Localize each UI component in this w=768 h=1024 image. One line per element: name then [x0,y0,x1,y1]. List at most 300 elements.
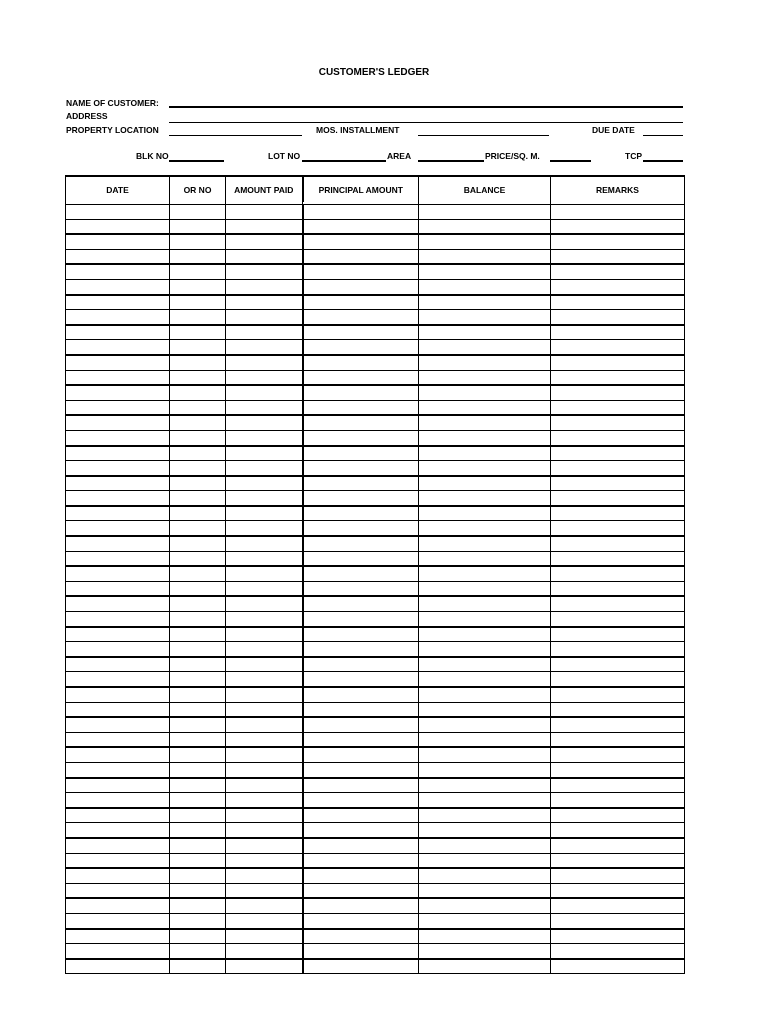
date-cell[interactable] [66,566,170,581]
blk-no-field[interactable] [169,160,224,162]
date-cell[interactable] [66,612,170,627]
amount-paid-cell[interactable] [226,747,303,762]
remarks-cell[interactable] [551,823,685,838]
principal-amount-cell[interactable] [303,295,419,310]
amount-paid-cell[interactable] [226,853,303,868]
balance-cell[interactable] [419,913,551,928]
date-cell[interactable] [66,506,170,521]
principal-amount-cell[interactable] [303,521,419,536]
date-cell[interactable] [66,249,170,264]
balance-cell[interactable] [419,551,551,566]
or-no-cell[interactable] [170,687,226,702]
remarks-cell[interactable] [551,521,685,536]
balance-cell[interactable] [419,868,551,883]
balance-cell[interactable] [419,385,551,400]
balance-cell[interactable] [419,279,551,294]
date-cell[interactable] [66,264,170,279]
principal-amount-cell[interactable] [303,642,419,657]
principal-amount-cell[interactable] [303,762,419,777]
balance-cell[interactable] [419,898,551,913]
tcp-field[interactable] [643,160,683,162]
or-no-cell[interactable] [170,581,226,596]
amount-paid-cell[interactable] [226,355,303,370]
remarks-cell[interactable] [551,642,685,657]
amount-paid-cell[interactable] [226,566,303,581]
amount-paid-cell[interactable] [226,657,303,672]
amount-paid-cell[interactable] [226,596,303,611]
balance-cell[interactable] [419,566,551,581]
principal-amount-cell[interactable] [303,340,419,355]
amount-paid-cell[interactable] [226,264,303,279]
or-no-cell[interactable] [170,627,226,642]
balance-cell[interactable] [419,793,551,808]
principal-amount-cell[interactable] [303,430,419,445]
or-no-cell[interactable] [170,430,226,445]
remarks-cell[interactable] [551,898,685,913]
remarks-cell[interactable] [551,430,685,445]
amount-paid-cell[interactable] [226,370,303,385]
balance-cell[interactable] [419,702,551,717]
amount-paid-cell[interactable] [226,808,303,823]
principal-amount-cell[interactable] [303,959,419,974]
balance-cell[interactable] [419,929,551,944]
date-cell[interactable] [66,732,170,747]
date-cell[interactable] [66,385,170,400]
date-cell[interactable] [66,929,170,944]
amount-paid-cell[interactable] [226,340,303,355]
principal-amount-cell[interactable] [303,913,419,928]
or-no-cell[interactable] [170,913,226,928]
date-cell[interactable] [66,868,170,883]
remarks-cell[interactable] [551,249,685,264]
date-cell[interactable] [66,551,170,566]
balance-cell[interactable] [419,370,551,385]
amount-paid-cell[interactable] [226,234,303,249]
or-no-cell[interactable] [170,415,226,430]
or-no-cell[interactable] [170,778,226,793]
date-cell[interactable] [66,219,170,234]
amount-paid-cell[interactable] [226,536,303,551]
or-no-cell[interactable] [170,732,226,747]
or-no-cell[interactable] [170,612,226,627]
date-cell[interactable] [66,279,170,294]
principal-amount-cell[interactable] [303,325,419,340]
date-cell[interactable] [66,657,170,672]
or-no-cell[interactable] [170,355,226,370]
date-cell[interactable] [66,823,170,838]
amount-paid-cell[interactable] [226,400,303,415]
remarks-cell[interactable] [551,264,685,279]
or-no-cell[interactable] [170,883,226,898]
balance-cell[interactable] [419,853,551,868]
or-no-cell[interactable] [170,234,226,249]
remarks-cell[interactable] [551,808,685,823]
balance-cell[interactable] [419,778,551,793]
date-cell[interactable] [66,838,170,853]
amount-paid-cell[interactable] [226,672,303,687]
or-no-cell[interactable] [170,491,226,506]
balance-cell[interactable] [419,205,551,220]
amount-paid-cell[interactable] [226,249,303,264]
principal-amount-cell[interactable] [303,823,419,838]
date-cell[interactable] [66,793,170,808]
remarks-cell[interactable] [551,491,685,506]
amount-paid-cell[interactable] [226,325,303,340]
principal-amount-cell[interactable] [303,732,419,747]
remarks-cell[interactable] [551,385,685,400]
amount-paid-cell[interactable] [226,506,303,521]
price-sq-m-field[interactable] [550,160,591,162]
or-no-cell[interactable] [170,672,226,687]
or-no-cell[interactable] [170,793,226,808]
date-cell[interactable] [66,581,170,596]
or-no-cell[interactable] [170,219,226,234]
remarks-cell[interactable] [551,944,685,959]
principal-amount-cell[interactable] [303,310,419,325]
amount-paid-cell[interactable] [226,385,303,400]
balance-cell[interactable] [419,476,551,491]
principal-amount-cell[interactable] [303,385,419,400]
amount-paid-cell[interactable] [226,279,303,294]
principal-amount-cell[interactable] [303,219,419,234]
date-cell[interactable] [66,325,170,340]
principal-amount-cell[interactable] [303,627,419,642]
date-cell[interactable] [66,596,170,611]
principal-amount-cell[interactable] [303,234,419,249]
principal-amount-cell[interactable] [303,551,419,566]
amount-paid-cell[interactable] [226,219,303,234]
address-field[interactable] [169,122,683,123]
balance-cell[interactable] [419,219,551,234]
amount-paid-cell[interactable] [226,581,303,596]
principal-amount-cell[interactable] [303,446,419,461]
principal-amount-cell[interactable] [303,536,419,551]
principal-amount-cell[interactable] [303,808,419,823]
remarks-cell[interactable] [551,506,685,521]
balance-cell[interactable] [419,400,551,415]
principal-amount-cell[interactable] [303,687,419,702]
remarks-cell[interactable] [551,596,685,611]
remarks-cell[interactable] [551,279,685,294]
remarks-cell[interactable] [551,747,685,762]
principal-amount-cell[interactable] [303,657,419,672]
remarks-cell[interactable] [551,762,685,777]
principal-amount-cell[interactable] [303,612,419,627]
or-no-cell[interactable] [170,461,226,476]
date-cell[interactable] [66,415,170,430]
amount-paid-cell[interactable] [226,612,303,627]
date-cell[interactable] [66,430,170,445]
remarks-cell[interactable] [551,959,685,974]
balance-cell[interactable] [419,717,551,732]
date-cell[interactable] [66,687,170,702]
principal-amount-cell[interactable] [303,868,419,883]
principal-amount-cell[interactable] [303,898,419,913]
date-cell[interactable] [66,461,170,476]
balance-cell[interactable] [419,672,551,687]
or-no-cell[interactable] [170,853,226,868]
balance-cell[interactable] [419,581,551,596]
balance-cell[interactable] [419,430,551,445]
principal-amount-cell[interactable] [303,506,419,521]
date-cell[interactable] [66,370,170,385]
date-cell[interactable] [66,898,170,913]
or-no-cell[interactable] [170,400,226,415]
or-no-cell[interactable] [170,551,226,566]
principal-amount-cell[interactable] [303,400,419,415]
or-no-cell[interactable] [170,205,226,220]
remarks-cell[interactable] [551,446,685,461]
amount-paid-cell[interactable] [226,944,303,959]
amount-paid-cell[interactable] [226,461,303,476]
balance-cell[interactable] [419,325,551,340]
due-date-field[interactable] [643,135,683,136]
area-field[interactable] [418,160,484,162]
or-no-cell[interactable] [170,823,226,838]
remarks-cell[interactable] [551,461,685,476]
date-cell[interactable] [66,234,170,249]
remarks-cell[interactable] [551,793,685,808]
or-no-cell[interactable] [170,838,226,853]
principal-amount-cell[interactable] [303,355,419,370]
remarks-cell[interactable] [551,717,685,732]
or-no-cell[interactable] [170,929,226,944]
date-cell[interactable] [66,446,170,461]
remarks-cell[interactable] [551,566,685,581]
date-cell[interactable] [66,295,170,310]
balance-cell[interactable] [419,687,551,702]
principal-amount-cell[interactable] [303,415,419,430]
mos-installment-field[interactable] [418,135,549,136]
date-cell[interactable] [66,702,170,717]
remarks-cell[interactable] [551,205,685,220]
amount-paid-cell[interactable] [226,823,303,838]
remarks-cell[interactable] [551,657,685,672]
date-cell[interactable] [66,400,170,415]
amount-paid-cell[interactable] [226,913,303,928]
date-cell[interactable] [66,642,170,657]
principal-amount-cell[interactable] [303,279,419,294]
remarks-cell[interactable] [551,581,685,596]
amount-paid-cell[interactable] [226,295,303,310]
or-no-cell[interactable] [170,702,226,717]
principal-amount-cell[interactable] [303,249,419,264]
balance-cell[interactable] [419,446,551,461]
or-no-cell[interactable] [170,264,226,279]
balance-cell[interactable] [419,657,551,672]
amount-paid-cell[interactable] [226,627,303,642]
amount-paid-cell[interactable] [226,446,303,461]
remarks-cell[interactable] [551,913,685,928]
balance-cell[interactable] [419,823,551,838]
remarks-cell[interactable] [551,853,685,868]
principal-amount-cell[interactable] [303,793,419,808]
principal-amount-cell[interactable] [303,672,419,687]
balance-cell[interactable] [419,627,551,642]
balance-cell[interactable] [419,883,551,898]
or-no-cell[interactable] [170,385,226,400]
date-cell[interactable] [66,205,170,220]
date-cell[interactable] [66,491,170,506]
date-cell[interactable] [66,747,170,762]
amount-paid-cell[interactable] [226,642,303,657]
balance-cell[interactable] [419,295,551,310]
amount-paid-cell[interactable] [226,732,303,747]
amount-paid-cell[interactable] [226,491,303,506]
principal-amount-cell[interactable] [303,581,419,596]
principal-amount-cell[interactable] [303,596,419,611]
or-no-cell[interactable] [170,325,226,340]
principal-amount-cell[interactable] [303,883,419,898]
or-no-cell[interactable] [170,762,226,777]
date-cell[interactable] [66,476,170,491]
balance-cell[interactable] [419,536,551,551]
or-no-cell[interactable] [170,295,226,310]
or-no-cell[interactable] [170,446,226,461]
amount-paid-cell[interactable] [226,762,303,777]
balance-cell[interactable] [419,355,551,370]
remarks-cell[interactable] [551,295,685,310]
remarks-cell[interactable] [551,400,685,415]
date-cell[interactable] [66,944,170,959]
property-location-field[interactable] [169,135,302,136]
date-cell[interactable] [66,717,170,732]
amount-paid-cell[interactable] [226,551,303,566]
amount-paid-cell[interactable] [226,476,303,491]
date-cell[interactable] [66,762,170,777]
amount-paid-cell[interactable] [226,959,303,974]
remarks-cell[interactable] [551,536,685,551]
date-cell[interactable] [66,883,170,898]
principal-amount-cell[interactable] [303,929,419,944]
balance-cell[interactable] [419,506,551,521]
or-no-cell[interactable] [170,596,226,611]
or-no-cell[interactable] [170,959,226,974]
remarks-cell[interactable] [551,340,685,355]
remarks-cell[interactable] [551,325,685,340]
balance-cell[interactable] [419,642,551,657]
remarks-cell[interactable] [551,355,685,370]
remarks-cell[interactable] [551,868,685,883]
date-cell[interactable] [66,521,170,536]
principal-amount-cell[interactable] [303,491,419,506]
or-no-cell[interactable] [170,717,226,732]
date-cell[interactable] [66,355,170,370]
date-cell[interactable] [66,340,170,355]
amount-paid-cell[interactable] [226,929,303,944]
amount-paid-cell[interactable] [226,205,303,220]
remarks-cell[interactable] [551,778,685,793]
balance-cell[interactable] [419,461,551,476]
or-no-cell[interactable] [170,279,226,294]
principal-amount-cell[interactable] [303,566,419,581]
principal-amount-cell[interactable] [303,944,419,959]
principal-amount-cell[interactable] [303,717,419,732]
remarks-cell[interactable] [551,732,685,747]
or-no-cell[interactable] [170,566,226,581]
remarks-cell[interactable] [551,702,685,717]
balance-cell[interactable] [419,310,551,325]
date-cell[interactable] [66,672,170,687]
date-cell[interactable] [66,959,170,974]
date-cell[interactable] [66,536,170,551]
date-cell[interactable] [66,808,170,823]
balance-cell[interactable] [419,762,551,777]
balance-cell[interactable] [419,732,551,747]
remarks-cell[interactable] [551,612,685,627]
balance-cell[interactable] [419,808,551,823]
balance-cell[interactable] [419,521,551,536]
principal-amount-cell[interactable] [303,702,419,717]
amount-paid-cell[interactable] [226,898,303,913]
balance-cell[interactable] [419,612,551,627]
amount-paid-cell[interactable] [226,415,303,430]
date-cell[interactable] [66,853,170,868]
principal-amount-cell[interactable] [303,853,419,868]
remarks-cell[interactable] [551,551,685,566]
or-no-cell[interactable] [170,506,226,521]
remarks-cell[interactable] [551,883,685,898]
remarks-cell[interactable] [551,929,685,944]
principal-amount-cell[interactable] [303,264,419,279]
balance-cell[interactable] [419,747,551,762]
or-no-cell[interactable] [170,476,226,491]
date-cell[interactable] [66,627,170,642]
principal-amount-cell[interactable] [303,370,419,385]
amount-paid-cell[interactable] [226,778,303,793]
remarks-cell[interactable] [551,627,685,642]
principal-amount-cell[interactable] [303,838,419,853]
amount-paid-cell[interactable] [226,687,303,702]
or-no-cell[interactable] [170,536,226,551]
principal-amount-cell[interactable] [303,205,419,220]
principal-amount-cell[interactable] [303,778,419,793]
date-cell[interactable] [66,778,170,793]
or-no-cell[interactable] [170,868,226,883]
amount-paid-cell[interactable] [226,868,303,883]
amount-paid-cell[interactable] [226,838,303,853]
balance-cell[interactable] [419,944,551,959]
balance-cell[interactable] [419,491,551,506]
remarks-cell[interactable] [551,415,685,430]
principal-amount-cell[interactable] [303,747,419,762]
or-no-cell[interactable] [170,521,226,536]
principal-amount-cell[interactable] [303,476,419,491]
or-no-cell[interactable] [170,642,226,657]
remarks-cell[interactable] [551,310,685,325]
amount-paid-cell[interactable] [226,717,303,732]
or-no-cell[interactable] [170,944,226,959]
balance-cell[interactable] [419,838,551,853]
remarks-cell[interactable] [551,687,685,702]
balance-cell[interactable] [419,959,551,974]
or-no-cell[interactable] [170,808,226,823]
remarks-cell[interactable] [551,476,685,491]
lot-no-field[interactable] [302,160,386,162]
balance-cell[interactable] [419,596,551,611]
remarks-cell[interactable] [551,219,685,234]
amount-paid-cell[interactable] [226,793,303,808]
remarks-cell[interactable] [551,370,685,385]
balance-cell[interactable] [419,340,551,355]
or-no-cell[interactable] [170,898,226,913]
or-no-cell[interactable] [170,340,226,355]
or-no-cell[interactable] [170,657,226,672]
amount-paid-cell[interactable] [226,521,303,536]
balance-cell[interactable] [419,249,551,264]
or-no-cell[interactable] [170,747,226,762]
remarks-cell[interactable] [551,672,685,687]
